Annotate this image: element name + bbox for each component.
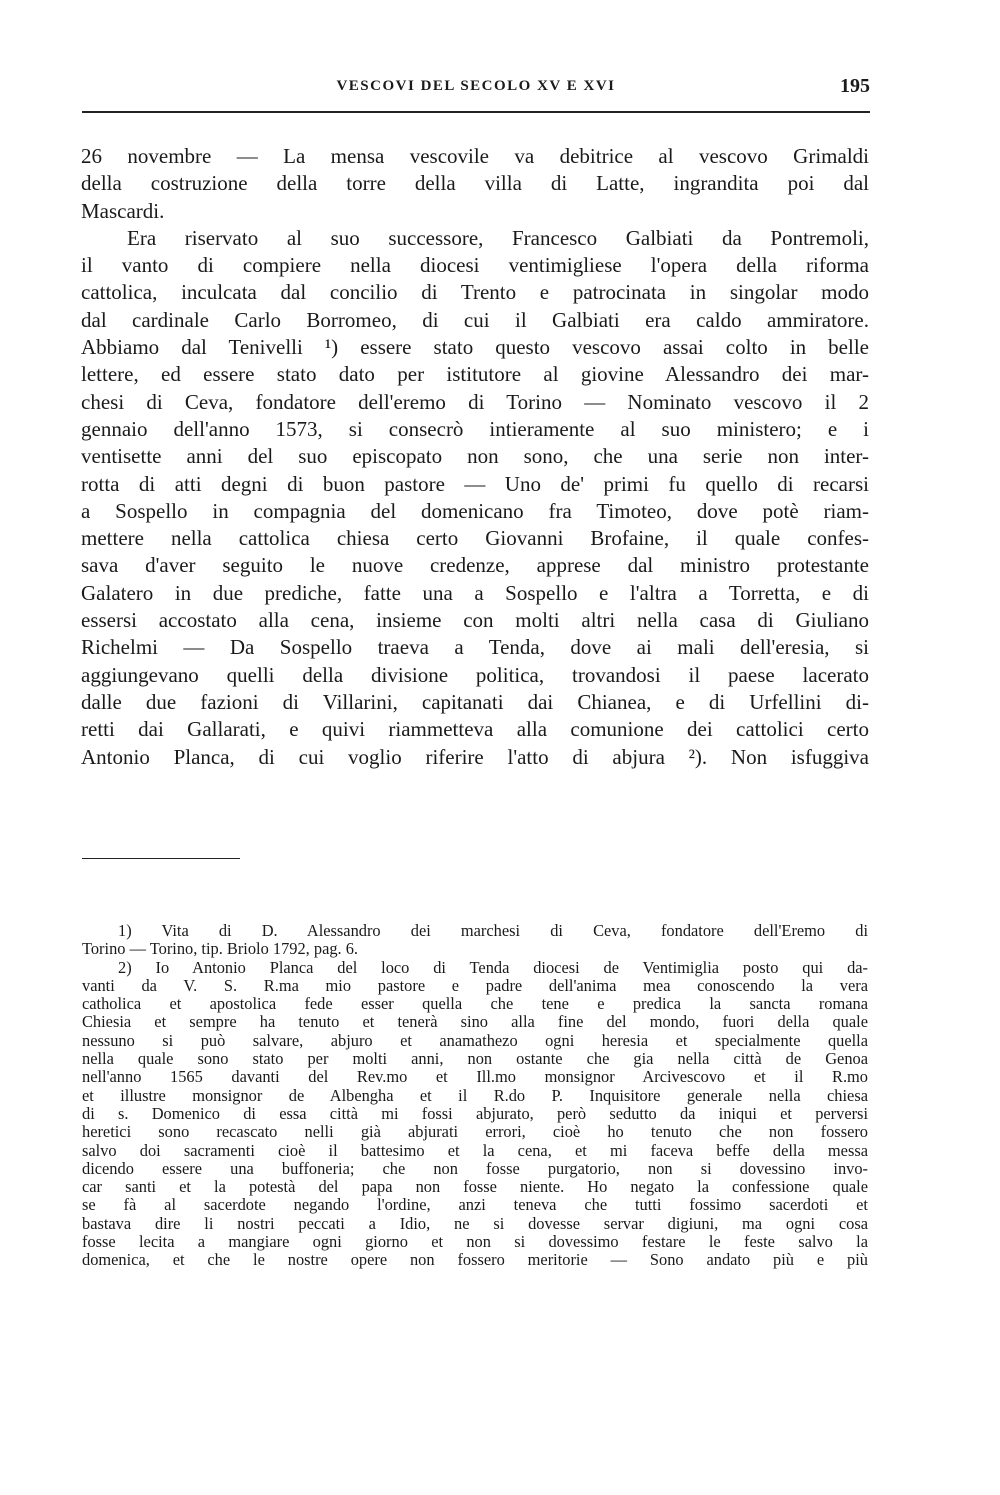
footnotes [82,922,868,1270]
text-line: della costruzione della torre della villa di Latte, ingrandita poi dal [81,171,869,196]
footnote-line: heretici sono recascato nelli già abjurati errori, cioè ho tenuto che non fossero [82,1122,868,1142]
main-text [81,143,869,771]
text-line: 26 novembre — La mensa vescovile va debitrice al vescovo Grimaldi [81,144,869,168]
text-line: sava d'aver seguito le nuove credenze, apprese dal ministro protestante [81,553,869,578]
footnote-line: dicendo essere una buffoneria; che non fosse purgatorio, non si dovessino invo- [82,1158,868,1178]
footnote-line: 2) Io Antonio Planca del loco di Tenda diocesi de Ventimiglia posto qui da- [118,957,868,977]
text-line: Era riservato al suo successore, Francesco Galbiati da Pontremoli, [127,225,869,250]
footnote-line: car santi et la potestà del papa non fosse niente. Ho negato la confessione quale [82,1177,868,1197]
footnote-line: domenica, et che le nostre opere non fossero meritorie — Sono andato più e più [82,1250,868,1270]
footnote-line: vanti da V. S. R.ma mio pastore e padre dell'anima mea conoscendo la vera [82,975,868,995]
page-header [82,75,870,104]
footnote-line: bastava dire li nostri peccati a Idio, ne si dovesse servar digiuni, ma ogni cosa [82,1213,868,1233]
text-line: dalle due fazioni di Villarini, capitanati dai Chianea, e di Urfellini di- [81,689,869,714]
text-line: cattolica, inculcata dal concilio di Trento e patrocinata in singolar modo [81,280,869,305]
text-line: a Sospello in compagnia del domenicano fra Timoteo, dove potè riam- [81,498,869,523]
header-rule [82,111,870,113]
text-line: Antonio Planca, di cui voglio riferire l'atto di abjura ²). Non isfuggiva [81,744,869,769]
footnote-line: catholica et apostolica fede esser quella che tene e predica la sancta romana [82,994,868,1014]
footnote-line: di s. Domenico di essa città mi fossi abjurato, però sedutto da iniqui et perversi [82,1103,868,1123]
footnote-line: fosse lecita a mangiare ogni giorno et non si dovessimo festare le feste salvo la [82,1232,868,1252]
text-line: essersi accostato alla cena, insieme con molti altri nella casa di Giuliano [81,608,869,633]
footnote-line: nella quale sono stato per molti anni, non ostante che gia nella città de Genoa [82,1049,868,1069]
text-line: mettere nella cattolica chiesa certo Giovanni Brofaine, il quale confes- [81,526,869,551]
footnote-line: nell'anno 1565 davanti del Rev.mo et Ill.mo monsignor Arcivescovo et il R.mo [82,1067,868,1087]
text-line: Mascardi. [81,198,165,223]
footnote-line: nessuno si può salvare, abjuro et anamathezo ogni heresia et specialmente quella [82,1030,868,1050]
footnote-line: 1) Vita di D. Alessandro dei marchesi di Ceva, fondatore dell'Eremo di [118,921,868,940]
text-line: Abbiamo dal Tenivelli ¹) essere stato questo vescovo assai colto in belle [81,335,869,360]
text-line: Galatero in due prediche, fatte una a Sospello e l'altra a Torretta, e di [81,580,869,605]
page-number: 195 [840,75,870,97]
text-line: dal cardinale Carlo Borromeo, di cui il Galbiati era caldo ammiratore. [81,307,869,332]
text-line: rotta di atti degni di buon pastore — Uno de' primi fu quello di recarsi [81,471,869,496]
footnote-line: salvo doi sacramenti cioè il battesimo et la cena, et mi faceva beffe della messa [82,1140,868,1160]
text-line: lettere, ed essere stato dato per istitutore al giovine Alessandro dei mar- [81,362,869,387]
footnote-line: Torino — Torino, tip. Briolo 1792, pag. 6. [82,939,359,959]
footnote-rule [82,858,240,859]
text-line: aggiungevano quelli della divisione politica, trovandosi il paese lacerato [81,662,869,687]
footnote-line: se fà al sacerdote negando l'ordine, anzi teneva che tutti fossimo sacerdoti et [82,1195,868,1215]
text-line: il vanto di compiere nella diocesi ventimigliese l'opera della riforma [81,253,869,278]
text-line: chesi di Ceva, fondatore dell'eremo di Torino — Nominato vescovo il 2 [81,389,869,414]
running-title: VESCOVI DEL SECOLO XV E XVI [336,78,616,94]
text-line: gennaio dell'anno 1573, si consecrò intieramente al suo ministero; e i [81,416,869,441]
footnote-line: Chiesia et sempre ha tenuto et tenerà sino alla fine del mondo, fuori della quale [82,1012,868,1032]
footnote-line: et illustre monsignor de Albengha et il R.do P. Inquisitore generale nella chiesa [82,1085,868,1105]
text-line: Richelmi — Da Sospello traeva a Tenda, dove ai mali dell'eresia, si [81,635,869,660]
text-line: ventisette anni del suo episcopato non sono, che una serie non inter- [81,444,869,469]
text-line: retti dai Gallarati, e quivi riammetteva alla comunione dei cattolici certo [81,717,869,742]
